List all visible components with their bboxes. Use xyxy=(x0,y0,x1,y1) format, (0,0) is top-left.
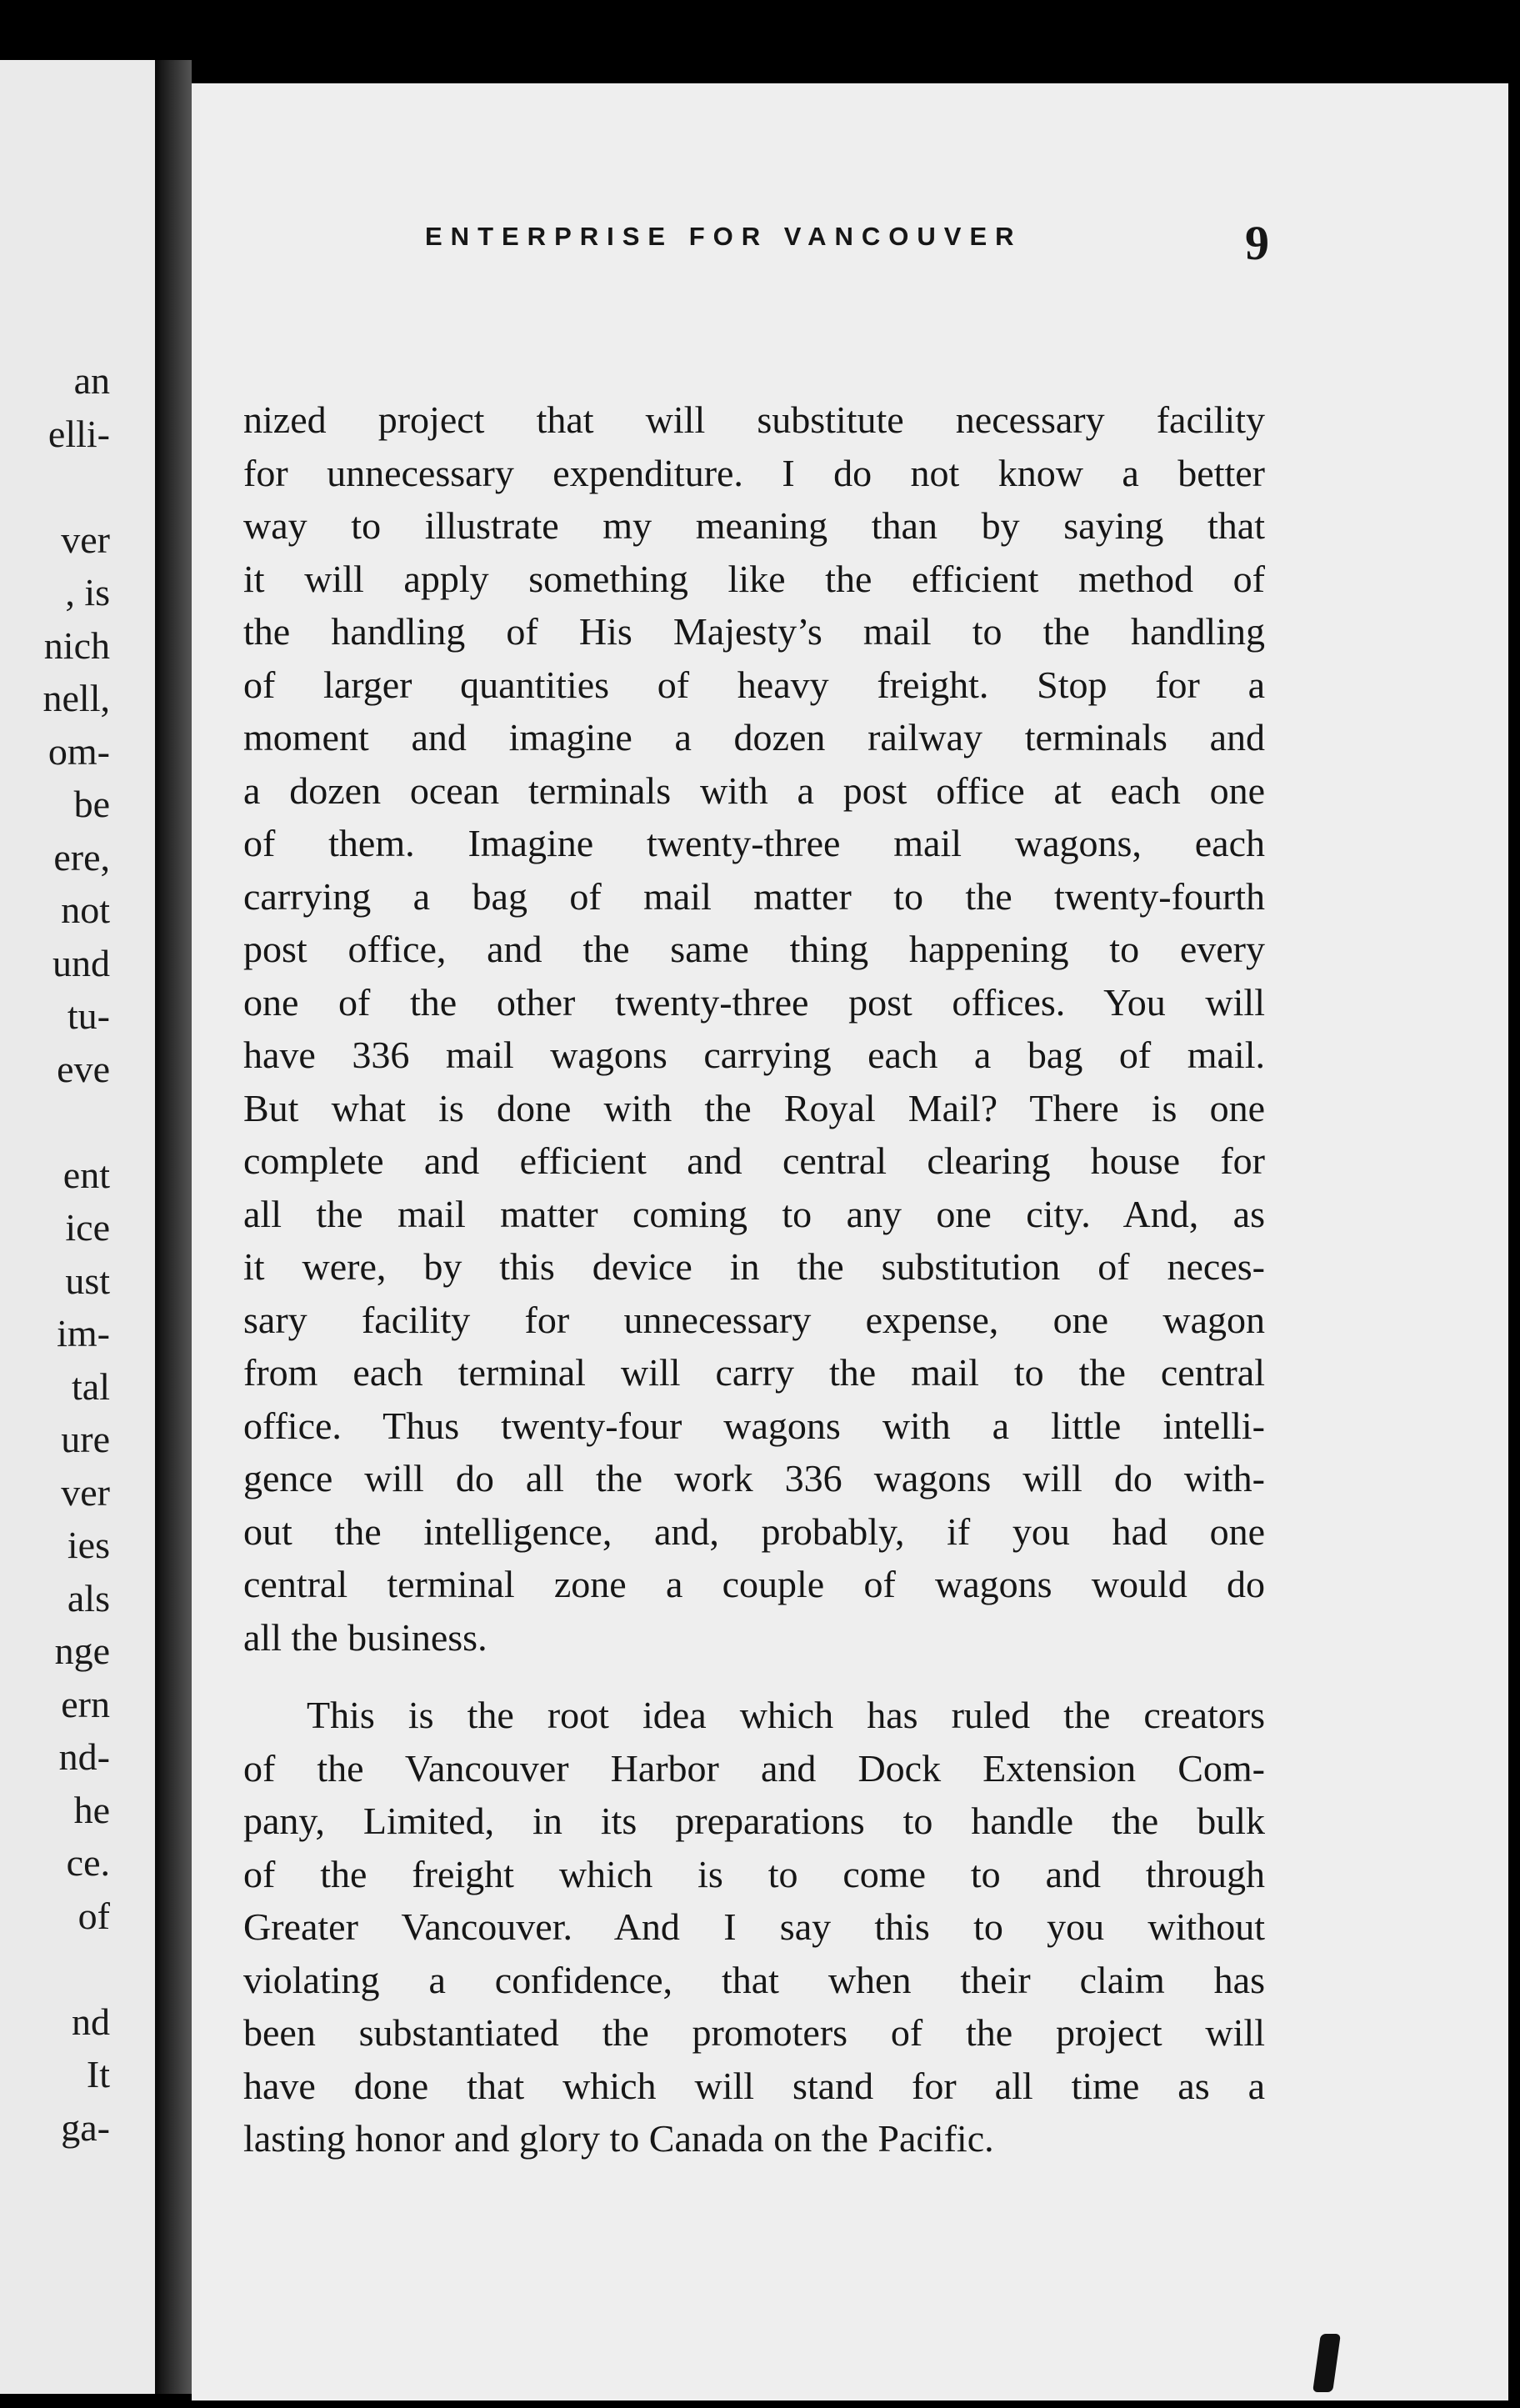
facing-page-line: ust xyxy=(65,1259,110,1302)
facing-page-line: , is xyxy=(65,571,110,613)
facing-page-line: eve xyxy=(57,1047,110,1090)
facing-page-line: be xyxy=(73,783,110,825)
text-line: of the Vancouver Harbor and Dock Extension Com- xyxy=(243,1746,1265,1790)
text-line: gence will do all the work 336 wagons will do with- xyxy=(243,1457,1265,1499)
facing-page-line: not xyxy=(61,889,110,931)
facing-page-line: nd- xyxy=(58,1735,110,1778)
text-line: have done that which will stand for all time as a xyxy=(243,2064,1265,2107)
text-line: of the freight which is to come to and through xyxy=(243,1852,1265,1895)
paragraph-gap xyxy=(243,1664,1265,1689)
facing-page-line: nge xyxy=(54,1630,110,1672)
facing-page-line: of xyxy=(78,1894,110,1937)
facing-page-line: ure xyxy=(61,1418,110,1460)
facing-page-line: tu- xyxy=(67,994,110,1037)
text-line: way to illustrate my meaning than by saying that xyxy=(243,504,1265,547)
facing-page-line: om- xyxy=(48,729,110,773)
facing-page-line: nich xyxy=(43,623,110,667)
text-line: it will apply something like the efficient method of xyxy=(243,557,1265,600)
text-line: post office, and the same thing happening to every xyxy=(243,928,1265,970)
text-line: moment and imagine a dozen railway terminals and xyxy=(243,716,1265,758)
facing-page-line: ver xyxy=(61,1470,110,1514)
facing-page-line: ies xyxy=(67,1524,110,1566)
facing-page-line: ere, xyxy=(53,835,110,879)
facing-page-line: nell, xyxy=(42,677,110,719)
page-number: 9 xyxy=(1245,216,1269,270)
facing-page-line: ice xyxy=(65,1206,110,1249)
text-line: all the mail matter coming to any one city. And, as xyxy=(243,1192,1265,1235)
text-line: Greater Vancouver. And I say this to you without xyxy=(243,1905,1265,1948)
text-line: This is the root idea which has ruled the creators xyxy=(307,1694,1265,1736)
text-line: have 336 mail wagons carrying each a bag of mail. xyxy=(243,1034,1265,1076)
text-line: lasting honor and glory to Canada on the Pacific. xyxy=(243,2117,994,2160)
text-line: office. Thus twenty-four wagons with a little intelli- xyxy=(243,1404,1265,1447)
facing-page-line: als xyxy=(67,1576,110,1620)
facing-page-fragment xyxy=(0,60,155,2394)
text-line: out the intelligence, and, probably, if you had one xyxy=(243,1509,1265,1553)
text-line: the handling of His Majesty’s mail to the handling xyxy=(243,610,1265,653)
facing-page-line: im- xyxy=(57,1312,110,1354)
text-line: carrying a bag of mail matter to the twenty-fourth xyxy=(243,874,1265,918)
running-head: ENTERPRISE FOR VANCOUVER xyxy=(425,222,1022,251)
facing-page-line: he xyxy=(73,1788,110,1831)
text-line: of them. Imagine twenty-three mail wagons, each xyxy=(243,822,1265,864)
facing-page-line: ce. xyxy=(66,1841,110,1884)
facing-page-line: ver xyxy=(61,518,110,561)
facing-page-line: It xyxy=(86,2053,110,2095)
paragraph xyxy=(243,1689,1265,2165)
text-line: of larger quantities of heavy freight. Stop for a xyxy=(243,663,1265,706)
text-line: a dozen ocean terminals with a post office at each one xyxy=(243,768,1265,812)
book-gutter xyxy=(155,60,192,2394)
text-line: pany, Limited, in its preparations to handle the bulk xyxy=(243,1800,1265,1842)
text-line: for unnecessary expenditure. I do not know a better xyxy=(243,451,1265,494)
text-line: been substantiated the promoters of the project will xyxy=(243,2011,1265,2054)
text-line: one of the other twenty-three post offices. You will xyxy=(243,980,1265,1024)
facing-page-line: und xyxy=(52,941,110,984)
text-line: complete and efficient and central clearing house for xyxy=(243,1139,1265,1182)
facing-page-line: elli- xyxy=(48,412,110,455)
text-line: from each terminal will carry the mail to the central xyxy=(243,1351,1265,1394)
text-line: violating a confidence, that when their claim has xyxy=(243,1958,1265,2001)
facing-page-line: nd xyxy=(72,2000,110,2043)
facing-page-line: an xyxy=(73,359,110,402)
text-line: it were, by this device in the substitution of neces- xyxy=(243,1245,1265,1288)
body-text xyxy=(243,393,1265,2165)
facing-page-line: tal xyxy=(72,1364,110,1408)
text-line: sary facility for unnecessary expense, one wagon xyxy=(243,1298,1265,1341)
paragraph xyxy=(243,393,1265,1664)
text-line: all the business. xyxy=(243,1615,488,1659)
facing-page-line: ent xyxy=(62,1153,110,1196)
text-line: nized project that will substitute necessary facility xyxy=(243,398,1265,441)
text-line: But what is done with the Royal Mail? There is one xyxy=(243,1086,1265,1129)
text-line: central terminal zone a couple of wagons would do xyxy=(243,1563,1265,1605)
facing-page-line: ga- xyxy=(61,2105,110,2149)
facing-page-line: ern xyxy=(61,1682,110,1725)
